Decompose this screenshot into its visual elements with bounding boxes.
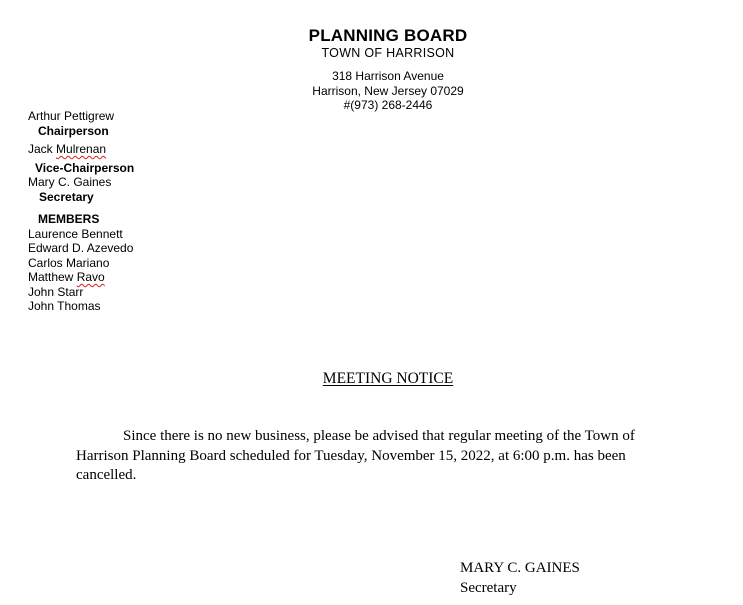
member-name: Laurence Bennett bbox=[28, 226, 123, 241]
member-last-name: Ravo bbox=[76, 270, 105, 284]
notice-body-line: cancelled. bbox=[76, 467, 137, 483]
secretary-label: Secretary bbox=[39, 189, 94, 204]
signatory-title: Secretary bbox=[460, 579, 517, 596]
vice-chairperson-last-name: Mulrenan bbox=[56, 142, 107, 156]
phone-number: #(973) 268-2446 bbox=[343, 98, 433, 112]
member-name: Edward D. Azevedo bbox=[28, 241, 134, 255]
notice-title: MEETING NOTICE bbox=[322, 370, 454, 387]
secretary-name: Mary C. Gaines bbox=[28, 175, 112, 189]
member-name bbox=[28, 270, 134, 285]
notice-body-line: Since there is no new business, please be advised that regular meeting of the Town of bbox=[123, 428, 635, 444]
signatory-name: MARY C. GAINES bbox=[460, 560, 580, 576]
board-title: PLANNING BOARD bbox=[308, 26, 468, 45]
town-name: TOWN OF HARRISON bbox=[321, 46, 455, 60]
notice-body-line: Harrison Planning Board scheduled for Tuesday, November 15, 2022, at 6:00 p.m. has been bbox=[76, 447, 626, 464]
street-address: 318 Harrison Avenue bbox=[332, 69, 444, 83]
member-first-name: Matthew bbox=[28, 270, 74, 284]
chairperson-name: Arthur Pettigrew bbox=[28, 109, 115, 123]
officer-roster bbox=[28, 109, 134, 314]
vice-chairperson-label: Vice-Chairperson bbox=[35, 160, 135, 175]
chairperson-label: Chairperson bbox=[38, 123, 109, 138]
vice-chairperson-name bbox=[28, 142, 134, 157]
city-state-zip: Harrison, New Jersey 07029 bbox=[312, 83, 464, 98]
signature-block bbox=[460, 559, 580, 598]
member-name: Carlos Mariano bbox=[28, 255, 110, 270]
member-name: John Starr bbox=[28, 284, 84, 299]
member-name: John Thomas bbox=[28, 299, 101, 313]
notice-body bbox=[76, 427, 686, 486]
members-heading: MEMBERS bbox=[38, 212, 100, 226]
letterhead bbox=[0, 26, 743, 113]
vice-chairperson-first-name: Jack bbox=[28, 142, 53, 156]
